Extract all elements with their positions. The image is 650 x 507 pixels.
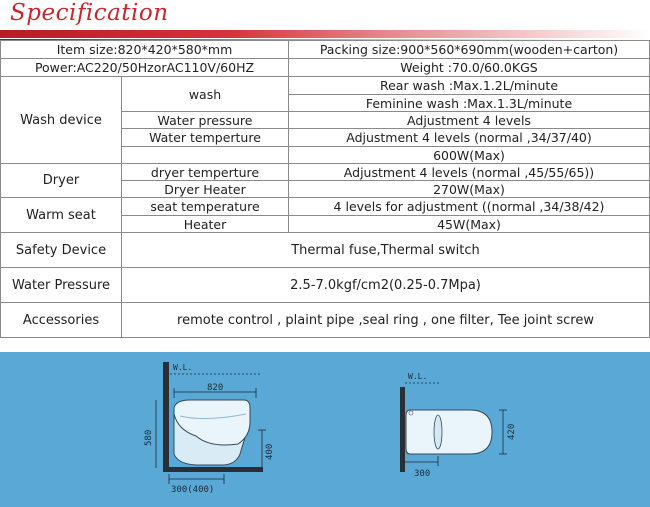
toilet-top (406, 410, 492, 454)
wash-power-value: 600W(Max) (289, 147, 650, 164)
specification-table (0, 40, 650, 338)
title-rule (0, 30, 650, 38)
top-offset-label: 300 (414, 469, 431, 479)
table-row (1, 268, 650, 303)
dryer-label: Dryer (1, 164, 122, 198)
seat-temperature-label: seat temperature (122, 198, 289, 216)
top-wl-label: W.L. (408, 372, 428, 381)
feminine-wash-value: Feminine wash :Max.1.3L/minute (289, 95, 650, 112)
accessories-value: remote control , plaint pipe ,seal ring , one filter, Tee joint screw (122, 303, 650, 338)
table-row (1, 41, 650, 59)
accessories-label: Accessories (1, 303, 122, 338)
weight-cell: Weight :70.0/60.0KGS (289, 59, 650, 77)
water-temperature-value: Adjustment 4 levels (normal ,34/37/40) (289, 129, 650, 147)
dryer-heater-label: Dryer Heater (122, 181, 289, 198)
dryer-temperature-value: Adjustment 4 levels (normal ,45/55/65)) (289, 164, 650, 181)
top-width-label: 420 (507, 423, 517, 440)
wall (163, 362, 169, 472)
power-cell: Power:AC220/50HzorAC110V/60HZ (1, 59, 289, 77)
top-view-diagram (400, 372, 517, 479)
dimension-diagrams (0, 352, 650, 507)
water-pressure-label: Water pressure (122, 112, 289, 129)
warm-seat-label: Warm seat (1, 198, 122, 233)
floor (163, 467, 263, 472)
table-row (1, 59, 650, 77)
table-row (1, 303, 650, 338)
water-temperature-label: Water temperture (122, 129, 289, 147)
table-row (1, 198, 650, 216)
wall (400, 387, 405, 472)
side-length-label: 820 (207, 383, 224, 393)
wash-device-label: Wash device (1, 77, 122, 164)
side-wl-label: W.L. (173, 363, 193, 372)
table-row (1, 233, 650, 268)
table-row (1, 77, 650, 95)
water-pressure-row-label: Water Pressure (1, 268, 122, 303)
heater-label: Heater (122, 216, 289, 233)
wash-label: wash (122, 77, 289, 112)
side-offset-label: 300(400) (171, 485, 215, 495)
dryer-heater-value: 270W(Max) (289, 181, 650, 198)
empty-cell (122, 147, 289, 164)
water-pressure-row-value: 2.5-7.0kgf/cm2(0.25-0.7Mpa) (122, 268, 650, 303)
water-pressure-value: Adjustment 4 levels (289, 112, 650, 129)
seat-temperature-value: 4 levels for adjustment ((normal ,34/38/42) (289, 198, 650, 216)
safety-device-value: Thermal fuse,Thermal switch (122, 233, 650, 268)
rear-wash-value: Rear wash :Max.1.2L/minute (289, 77, 650, 95)
heater-value: 45W(Max) (289, 216, 650, 233)
side-view-diagram (144, 362, 275, 495)
side-height-label: 580 (144, 429, 154, 446)
item-size-cell: Item size:820*420*580*mm (1, 41, 289, 59)
page-title: Specification (10, 0, 169, 26)
table-row (1, 164, 650, 181)
side-seat-height-label: 400 (265, 443, 275, 460)
safety-device-label: Safety Device (1, 233, 122, 268)
dimension-diagram-panel (0, 352, 650, 507)
packing-size-cell: Packing size:900*560*690mm(wooden+carton) (289, 41, 650, 59)
dryer-temperature-label: dryer temperture (122, 164, 289, 181)
